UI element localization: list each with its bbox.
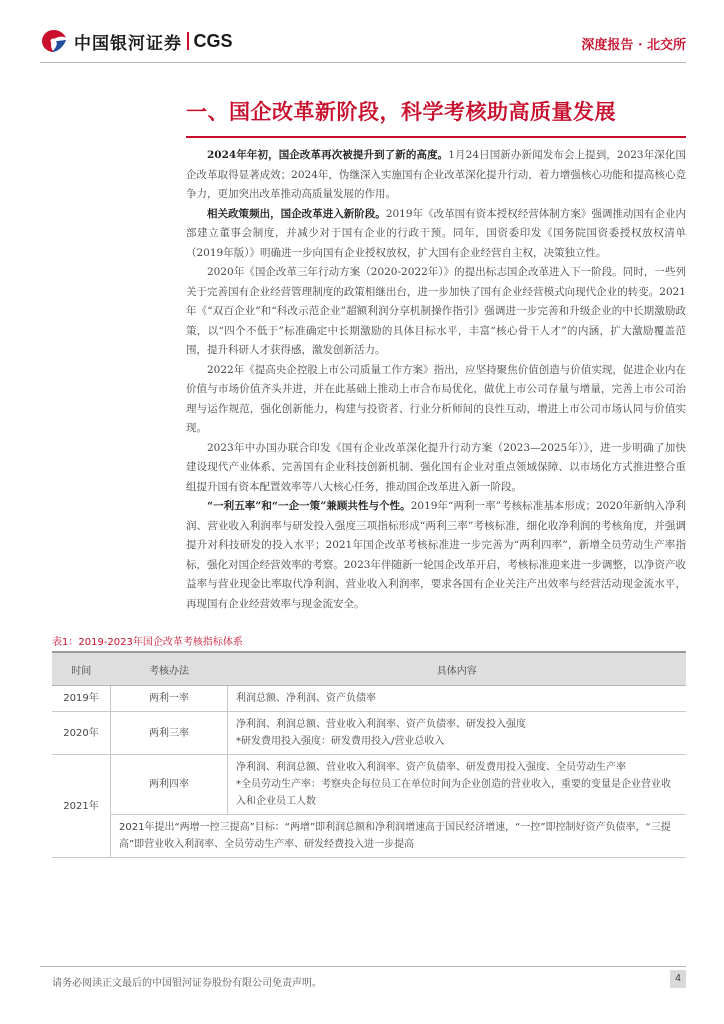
table-row [52, 755, 686, 815]
cell-content [228, 755, 687, 815]
header-divider [40, 62, 686, 63]
logo-divider [187, 32, 189, 50]
paragraph [186, 497, 686, 614]
paragraph-lead: 相关政策频出，国企改革进入新阶段。 [207, 207, 386, 220]
paragraph-body: 2022年《提高央企控股上市公司质量工作方案》指出，应坚持聚焦价值创造与价值实现，促进企业内在价值与市场价值齐头并进，并在此基础上推动上市合布局优化，做优上市公司存量与增量，完善上市公司治理与运作规范，强化创新能力，构建与投资者、行业分析师间的良性互动，增进上市公司市场认同与价值实现。 [186, 363, 686, 434]
header-time: 时间 [52, 652, 111, 686]
assessment-table [52, 651, 686, 858]
cell-content [228, 712, 687, 755]
cell-method: 两利四率 [111, 755, 228, 815]
content-line: 利润总额、净利润、资产负债率 [236, 693, 376, 704]
galaxy-logo-icon [40, 28, 68, 54]
content-line: 净利润、利润总额、营业收入利润率、资产负债率、研发投入强度 [236, 719, 526, 730]
table-row [52, 712, 686, 755]
paragraph [186, 146, 686, 205]
body-text [186, 146, 686, 614]
table-row [52, 686, 686, 712]
paragraph-body: 2019年《改革国有资本授权经营体制方案》强调推动国有企业内部建立董事会制度，并减少对于国有企业的行政干预。同年，国资委印发《国务院国资委授权放权清单（2019年版）》明确进一步向国有企业授权放权，扩大国有企业经营自主权，决策独立性。 [186, 207, 686, 259]
content-line: *全员劳动生产率：考察央企每位员工在单位时间为企业创造的营业收入，重要的变量是企业营业收入和企业员工人数 [236, 779, 671, 807]
cell-content [228, 686, 687, 712]
cell-method: 两利一率 [111, 686, 228, 712]
page-number: 4 [670, 970, 686, 988]
page-header [0, 0, 724, 70]
report-type-tag: 深度报告 · 北交所 [581, 38, 686, 53]
table-row [52, 815, 686, 858]
footer-disclaimer: 请务必阅读正文最后的中国银河证券股份有限公司免责声明。 [52, 978, 322, 989]
logo-en-text: CGS [193, 30, 233, 51]
table-caption: 表1：2019-2023年国企改革考核指标体系 [52, 637, 243, 648]
paragraph-body: 2020年《国企改革三年行动方案（2020-2022年）》的提出标志国企改革进入下一阶段。同时，一些列关于完善国有企业经营管理制度的政策相继出台，进一步加快了国有企业经营模式向现代企业的转变。2021年《“双百企业”和“科改示范企业”超额利润分享机制操作指引》强调进一步完善和升级企业的中长期激励政策，以“四个不低于”标准确定中长期激励的具体目标水平，丰富“核心骨干人才”的内涵，扩大激励覆盖范围，提升科研人才获得感，激发创新活力。 [186, 266, 686, 356]
paragraph-lead: 2024年年初，国企改革再次被提升到了新的高度。 [207, 149, 449, 161]
content-line: *研发费用投入强度：研发费用投入/营业总收入 [236, 736, 445, 747]
paragraph [186, 263, 686, 361]
header-method: 考核办法 [111, 652, 228, 686]
table-header-row [52, 652, 686, 686]
title-underline [186, 136, 686, 138]
paragraph-body: 2023年中办国办联合印发《国有企业改革深化提升行动方案（2023—2025年）》，进一步明确了加快建设现代产业体系、完善国有企业科技创新机制、强化国有企业对重点领域保障、以市场化方式推进整合重组提升国有资本配置效率等八大核心任务，推动国企改革进入新一阶段。 [186, 441, 686, 493]
company-logo [40, 28, 233, 54]
paragraph [186, 439, 686, 498]
footer-divider [40, 966, 686, 967]
cell-year: 2021年 [52, 755, 111, 858]
paragraph-body: 1月24日国新办新闻发布会上提到，2023年深化国企改革取得显著成效；2024年，伪继深入实施国有企业改革深化提升行动，着力增强核心功能和提高核心竞争力，更加突出改革推动高质量发展的作用。 [186, 149, 686, 200]
cell-note: 2021年提出“两增一控三提高”目标：“两增”即利润总额和净利润增速高于国民经济增速，“一控”即控制好资产负债率，“三提高”即营业收入利润率、全员劳动生产率、研发经费投入进一步提高 [111, 815, 687, 858]
section-title: 一、国企改革新阶段，科学考核助高质量发展 [186, 100, 616, 124]
paragraph-body: 2019年“两利一率”考核标准基本形成；2020年新纳入净利润、营业收入利润率与研发投入强度三项指标形成“两利三率”考核标准，细化收净利润的考核角度，并强调提升对科技研发的投入水平；2021年国企改革考核标准进一步完善为“两利四率”，新增全员劳动生产率指标，强化对国企经营效率的考察。2023年伴随新一轮国企改革开启，考核标准迎来进一步调整，以净资产收益率与营业现金比率取代净利润、营业收入利润率，要求各国有企业关注产出效率与经营活动现金流水平，再现国有企业经营效率与现金流安全。 [186, 500, 686, 610]
paragraph [186, 361, 686, 439]
cell-method: 两利三率 [111, 712, 228, 755]
content-line: 净利润、利润总额、营业收入利润率、资产负债率、研发费用投入强度、全员劳动生产率 [236, 762, 626, 773]
paragraph-lead: “一利五率”和“一企一策”兼顾共性与个性。 [207, 500, 411, 512]
paragraph [186, 205, 686, 264]
logo-cn-text: 中国银河证券 [74, 33, 182, 54]
header-content: 具体内容 [228, 652, 687, 686]
cell-year: 2019年 [52, 686, 111, 712]
cell-year: 2020年 [52, 712, 111, 755]
